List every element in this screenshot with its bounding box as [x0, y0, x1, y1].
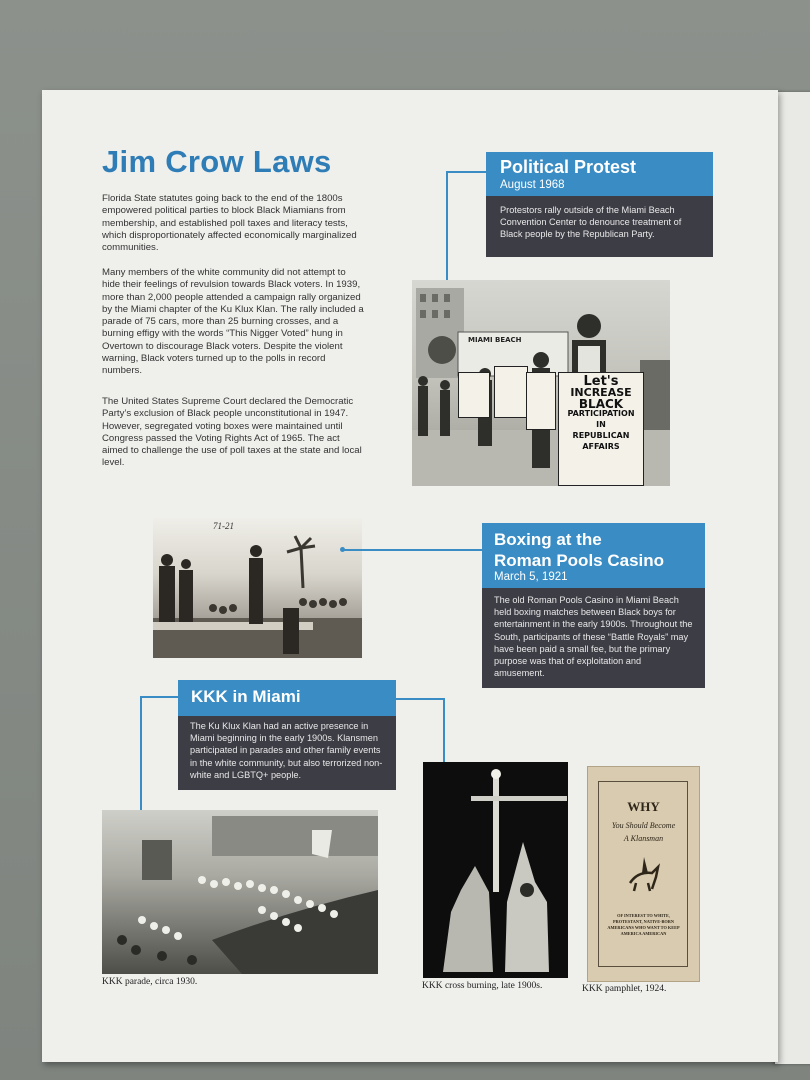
boxing-photo-art [153, 518, 362, 658]
kkk-parade-art [102, 810, 378, 974]
boxing-description [482, 588, 705, 688]
protest-banner: MIAMI BEACH [468, 336, 522, 344]
boxing-photo [153, 518, 362, 658]
kkk-cross-caption: KKK cross burning, late 1900s. [422, 981, 543, 991]
main-protest-sign [558, 372, 644, 486]
pamphlet-title: WHY [627, 799, 660, 814]
intro-paragraph-3: The United States Supreme Court declared the Democratic Party’s exclusion of Black people unconstitutional in 1947. However, segregated voting boxes were maintained until Congress passed the Voting Rights Act of 1965. The act aimed to challenge the use of poll taxes at the state and local level. [102, 396, 362, 469]
pamphlet-subtitle-1: You Should Become [611, 821, 676, 830]
kkk-connector-left-v [140, 696, 142, 824]
kkk-parade-caption: KKK parade, circa 1930. [102, 977, 198, 987]
sign-line-7: AFFAIRS [582, 441, 620, 451]
protest-photo [412, 280, 670, 486]
boxing-heading-line-2: Roman Pools Casino [494, 551, 665, 570]
intro-paragraph-1: Florida State statutes going back to the end of the 1800s empowered political parties to block Black Miamians from membership, and established poll taxes and literacy tests, which disproportionately affected economically marginalized communities. [102, 193, 357, 254]
small-sign-2 [494, 366, 528, 418]
sign-line-5: IN [596, 420, 606, 430]
sign-line-1: Let's [583, 374, 619, 389]
sign-line-6: REPUBLICAN [572, 430, 630, 440]
kkk-text: The Ku Klux Klan had an active presence in Miami beginning in the early 1900s. Klansmen participated in parades and other family events in the white community, but also terrorized non-white and LGBTQ+ people. [190, 721, 383, 780]
intro-paragraph-2: Many members of the white community did not attempt to hide their feelings of revulsion towards Black voters. In 1939, more than 2,000 people attended a campaign rally organized by the Miami chapter of the Ku Klux Klan. The rally included a parade of 75 cars, more than 25 burning crosses, and a burning effigy with the words “This Nigger Voted” hung in Overtown to discourage Black voters. Despite the violent warning, Black voters turned up to the polls in record numbers. [102, 267, 364, 377]
kkk-cross-photo [423, 762, 568, 978]
boxing-text: The old Roman Pools Casino in Miami Beach held boxing matches between Black boys for entertainment in the early 1900s. Throughout the South, participants of these “Battle Royals” may have been paid a small fee, but the primary purpose was that of exploitation and amusement. [494, 595, 693, 679]
protest-connector-h [446, 171, 486, 173]
sign-line-4: PARTICIPATION [567, 409, 635, 419]
boxing-heading [494, 529, 664, 571]
sign-line-2: INCREASE [570, 385, 632, 399]
kkk-heading-box [178, 680, 396, 716]
boxing-photo-note: 71-21 [213, 521, 234, 531]
protest-date: August 1968 [500, 179, 565, 191]
kkk-cross-art [423, 762, 568, 978]
adjacent-panel [775, 92, 810, 1064]
protest-description [486, 196, 713, 257]
boxing-connector-dot [340, 547, 345, 552]
boxing-heading-line-1: Boxing at the [494, 530, 602, 549]
kkk-pamphlet-caption: KKK pamphlet, 1924. [582, 984, 667, 994]
exhibit-panel [42, 90, 778, 1062]
pamphlet-fine-print: OF INTEREST TO WHITE, PROTESTANT, NATIVE-BORN AMERICANS WHO WANT TO KEEP AMERICA AMERICAN [607, 913, 680, 936]
small-sign-3 [526, 372, 556, 430]
pamphlet-subtitle-2: A Klansman [623, 834, 664, 843]
protest-text: Protestors rally outside of the Miami Beach Convention Center to denounce treatment of Black people by the Republican Party. [500, 205, 682, 240]
kkk-connector-left-h [140, 696, 178, 698]
boxing-heading-box [482, 523, 705, 588]
horse-rider-icon [626, 853, 662, 893]
boxing-connector [342, 549, 482, 551]
kkk-description [178, 716, 396, 790]
kkk-parade-photo [102, 810, 378, 974]
small-sign-1 [458, 372, 490, 418]
protest-heading: Political Protest [500, 157, 637, 177]
kkk-connector-right-h [396, 698, 444, 700]
kkk-pamphlet [587, 766, 700, 982]
protest-heading-box [486, 152, 713, 196]
sign-line-3: BLACK [578, 396, 624, 411]
kkk-heading: KKK in Miami [191, 687, 301, 706]
boxing-date: March 5, 1921 [494, 571, 568, 583]
panel-title: Jim Crow Laws [102, 144, 332, 179]
